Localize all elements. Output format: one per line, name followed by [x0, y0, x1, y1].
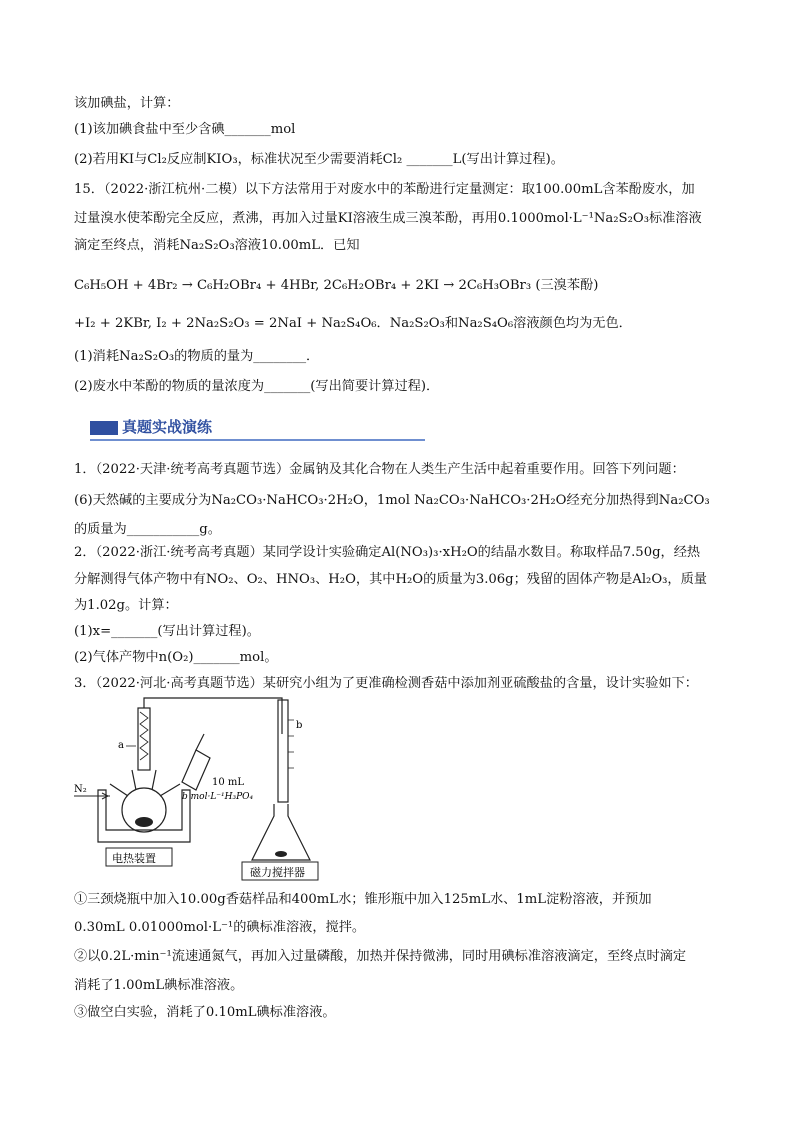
- caption-stirrer: 磁力搅拌器: [250, 866, 305, 879]
- question-1: 1．（2022·天津·统考高考真题节选）金属钠及其化合物在人类生产生活中起着重要作用。回答下列问题：: [74, 462, 685, 477]
- header-underline: [90, 439, 425, 441]
- line-5: 过量溴水使苯酚完全反应，煮沸，再加入过量KI溶液生成三溴苯酚，再用0.1000mol·L⁻¹Na₂S₂O₃标准溶液: [74, 211, 702, 226]
- line-1: 该加碘盐，计算：: [74, 96, 180, 111]
- line-17: (1)x=_______(写出计算过程)。: [74, 624, 260, 639]
- step-1: ①三颈烧瓶中加入10.00g香菇样品和400mL水；锥形瓶中加入125mL水、1mL淀粉溶液，并预加: [74, 892, 652, 907]
- section-title: 真题实战演练: [122, 418, 213, 436]
- step-3: ③做空白实验，消耗了0.10mL碘标准溶液。: [74, 1005, 336, 1020]
- line-3: (2)若用KI与Cl₂反应制KIO₃，标准状况至少需要消耗Cl₂ _______L(写出计算过程)。: [74, 152, 564, 167]
- section-header: [90, 417, 425, 443]
- sample-mass: [135, 817, 153, 827]
- label-conc: b mol·L⁻¹H₃PO₄: [182, 792, 254, 802]
- label-b: b: [296, 720, 303, 731]
- dropping-funnel: [182, 750, 210, 790]
- burette: [278, 700, 288, 802]
- line-10: (2)废水中苯酚的物质的量浓度为_______(写出简要计算过程)．: [74, 379, 440, 394]
- question-2: 2．（2022·浙江·统考高考真题）某同学设计实验确定Al(NO₃)₃·xH₂O的结晶水数目。称取样品7.50g，经热: [74, 545, 701, 560]
- line-15: 分解测得气体产物中有NO₂、O₂、HNO₃、H₂O，其中H₂O的质量为3.06g；残留的固体产物是Al₂O₃，质量: [74, 572, 707, 587]
- line-18: (2)气体产物中n(O₂)_______mol。: [74, 650, 278, 665]
- line-2: (1)该加碘食盐中至少含碘_______mol: [74, 122, 296, 137]
- label-vol: 10 mL: [212, 777, 245, 788]
- question-15: 15．（2022·浙江杭州·二模）以下方法常用于对废水中的苯酚进行定量测定：取100.00mL含苯酚废水，加: [74, 182, 695, 197]
- line-23: 消耗了1.00mL碘标准溶液。: [74, 978, 244, 993]
- line-16: 为1.02g。计算：: [74, 598, 178, 613]
- line-9: (1)消耗Na₂S₂O₃的物质的量为________．: [74, 349, 320, 364]
- header-bar: [90, 421, 118, 435]
- line-13: 的质量为___________g。: [74, 522, 221, 537]
- equation-1: C₆H₅OH + 4Br₂ → C₆H₂OBr₄ + 4HBr, 2C₆H₂OBr₄ + 2KI → 2C₆H₃OBr₃ (三溴苯酚): [74, 278, 599, 293]
- equation-2: +I₂ + 2KBr, I₂ + 2Na₂S₂O₃ = 2NaI + Na₂S₄O₆．Na₂S₂O₃和Na₂S₄O₆溶液颜色均为无色．: [74, 316, 632, 331]
- apparatus-figure: [70, 690, 320, 885]
- label-n2: N₂: [74, 784, 87, 795]
- heating-mantle: [98, 790, 190, 842]
- label-a: a: [118, 740, 124, 751]
- line-21: 0.30mL 0.01000mol·L⁻¹的碘标准溶液，搅拌。: [74, 920, 366, 935]
- caption-heater: 电热装置: [112, 852, 156, 865]
- step-2: ②以0.2L·min⁻¹流速通氮气，再加入过量磷酸，加热并保持微沸，同时用碘标准溶液滴定，至终点时滴定: [74, 949, 687, 964]
- line-12: (6)天然碱的主要成分为Na₂CO₃·NaHCO₃·2H₂O，1mol Na₂CO₃·NaHCO₃·2H₂O经充分加热得到Na₂CO₃: [74, 493, 710, 508]
- line-6: 滴定至终点，消耗Na₂S₂O₃溶液10.00mL．已知: [74, 238, 360, 253]
- question-3: 3．（2022·河北·高考真题节选）某研究小组为了更准确检测香菇中添加剂亚硫酸盐的含量，设计实验如下：: [74, 676, 698, 691]
